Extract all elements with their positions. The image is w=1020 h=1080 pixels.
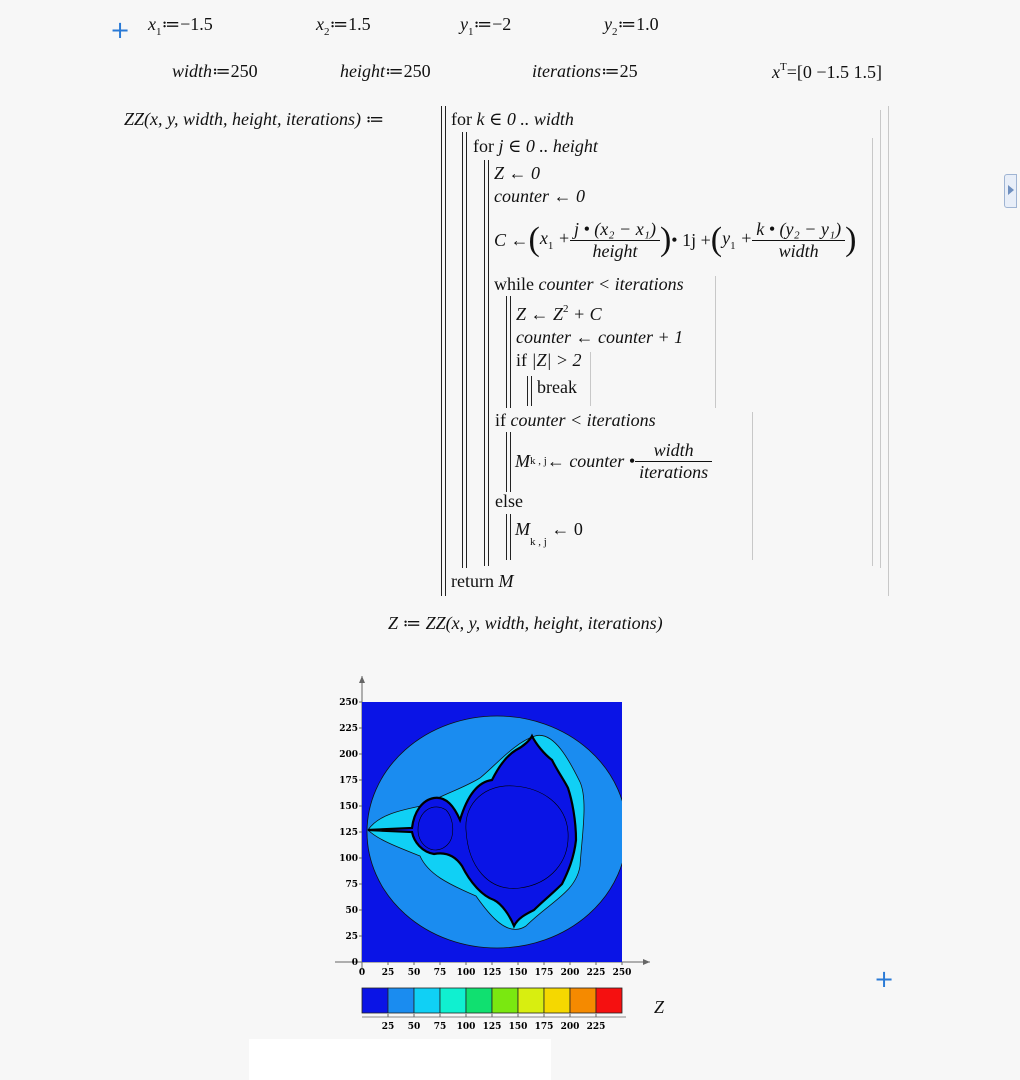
- colorbar-swatch: [362, 988, 388, 1013]
- region-guide: [872, 138, 873, 566]
- x-tick-label: 175: [534, 968, 554, 978]
- colorbar-tick-label: 75: [433, 1022, 447, 1032]
- colorbar-swatch: [414, 988, 440, 1013]
- def-y2[interactable]: $y_2≔1.0$: [604, 14, 659, 38]
- colorbar-swatch: [596, 988, 622, 1013]
- y-tick-label: 150: [339, 802, 358, 812]
- x-tick-labels: [359, 962, 632, 978]
- y-tick-label: 50: [345, 906, 358, 916]
- y-tick-label: 100: [339, 854, 358, 864]
- program-bar: [506, 514, 511, 560]
- x-tick-label: 50: [407, 968, 421, 978]
- x-tick-label: 250: [612, 968, 632, 978]
- m-assign-line[interactable]: M k , j ← counter • $\frac{\text{width}}{\text{iterations}}$: [515, 436, 712, 486]
- if-abs-line[interactable]: if |Z| > 2: [516, 350, 582, 370]
- while-line[interactable]: while counter < iterations: [494, 274, 684, 294]
- def-y1[interactable]: $y_1≔-2$: [460, 14, 512, 38]
- colorbar-tick-label: 100: [456, 1022, 476, 1032]
- program-bar: [506, 296, 511, 408]
- x-tick-label: 100: [456, 968, 476, 978]
- y-tick-label: 225: [339, 724, 358, 734]
- region-guide: [888, 106, 889, 596]
- x-tick-label: 25: [381, 968, 395, 978]
- counter-inc-line[interactable]: counter ← counter + 1: [516, 327, 684, 347]
- x-tick-label: 75: [433, 968, 447, 978]
- region-guide: [715, 276, 716, 408]
- colorbar-swatch: [570, 988, 596, 1013]
- heatmap-area: [362, 702, 627, 962]
- program-bar: [527, 376, 532, 406]
- region-guide: [590, 352, 591, 406]
- z-iterate-line[interactable]: Z ← $Z^2 + C$: [516, 303, 602, 324]
- empty-region[interactable]: [249, 1039, 551, 1080]
- colorbar: [362, 988, 626, 1017]
- y-tick-label: 200: [339, 750, 358, 760]
- colorbar-swatch: [440, 988, 466, 1013]
- mandelbrot-plot[interactable]: [330, 670, 670, 1040]
- colorbar-tick-label: 25: [381, 1022, 395, 1032]
- colorbar-swatch: [544, 988, 570, 1013]
- insert-cursor-icon[interactable]: +: [874, 965, 895, 993]
- for-j-line[interactable]: for j ∈ 0 .. height: [473, 136, 598, 156]
- colorbar-label: Z: [654, 997, 665, 1017]
- program-bar: [484, 160, 489, 566]
- x-axis-arrow-icon: [643, 959, 650, 965]
- x-tick-label: 150: [508, 968, 528, 978]
- y-tick-label: 0: [351, 958, 358, 968]
- program-bar: [462, 132, 467, 568]
- def-width[interactable]: width≔250: [172, 61, 258, 81]
- program-bar: [506, 432, 511, 492]
- colorbar-tick-label: 175: [534, 1022, 554, 1032]
- y-axis-arrow-icon: [359, 676, 365, 683]
- def-x-transpose[interactable]: $x^T=[0 -1.5$ 1.5]: [772, 61, 883, 82]
- c-assign-line[interactable]: C ← ( $x_1$ + $\frac{\text{j • (x₂ − x₁)}}{\text{height}}$ ) • 1j + ( $y_1$ + $\frac{\text{k • (y₂ − y₁)}}{\text{width}}$ ): [494, 218, 857, 261]
- insert-cursor-icon[interactable]: +: [110, 16, 131, 44]
- else-line[interactable]: else: [495, 491, 523, 511]
- function-header[interactable]: ZZ(x, y, width, height, iterations) ≔: [124, 109, 385, 129]
- colorbar-swatch: [466, 988, 492, 1013]
- expand-panel-icon[interactable]: [1004, 174, 1017, 208]
- y-tick-labels: [339, 698, 362, 968]
- if-counter-line[interactable]: if counter < iterations: [495, 410, 656, 430]
- region-guide: [880, 110, 881, 568]
- x-tick-label: 125: [482, 968, 502, 978]
- y-tick-label: 125: [339, 828, 358, 838]
- y-tick-label: 25: [345, 932, 358, 942]
- def-x2[interactable]: $x_2≔1.5$: [316, 14, 371, 38]
- x-tick-label: 200: [560, 968, 580, 978]
- y-tick-label: 175: [339, 776, 358, 786]
- def-height[interactable]: height≔250: [340, 61, 431, 81]
- counter-init-line[interactable]: counter ← 0: [494, 186, 585, 206]
- colorbar-tick-label: 125: [482, 1022, 502, 1032]
- m-zero-line[interactable]: $M_{k , j}$ ← 0: [515, 519, 583, 548]
- return-line[interactable]: return M: [451, 571, 514, 591]
- break-line[interactable]: break: [537, 377, 577, 397]
- colorbar-swatch: [492, 988, 518, 1013]
- program-bar: [441, 106, 446, 596]
- region-guide: [752, 412, 753, 560]
- def-x1[interactable]: $x_1≔-1.5$: [148, 14, 213, 38]
- def-iterations[interactable]: iterations≔25: [532, 61, 638, 81]
- y-tick-label: 250: [339, 698, 358, 708]
- colorbar-swatch: [388, 988, 414, 1013]
- x-tick-label: 0: [358, 968, 366, 978]
- z-init-line[interactable]: Z ← 0: [494, 163, 541, 183]
- z-assign[interactable]: Z ≔ ZZ(x, y, width, height, iterations): [388, 613, 663, 633]
- colorbar-tick-label: 200: [560, 1022, 580, 1032]
- y-tick-label: 75: [345, 880, 358, 890]
- colorbar-tick-label: 225: [586, 1022, 606, 1032]
- x-tick-label: 225: [586, 968, 606, 978]
- colorbar-tick-label: 50: [407, 1022, 421, 1032]
- for-k-line[interactable]: for k ∈ 0 .. width: [451, 109, 574, 129]
- colorbar-tick-label: 150: [508, 1022, 528, 1032]
- colorbar-swatch: [518, 988, 544, 1013]
